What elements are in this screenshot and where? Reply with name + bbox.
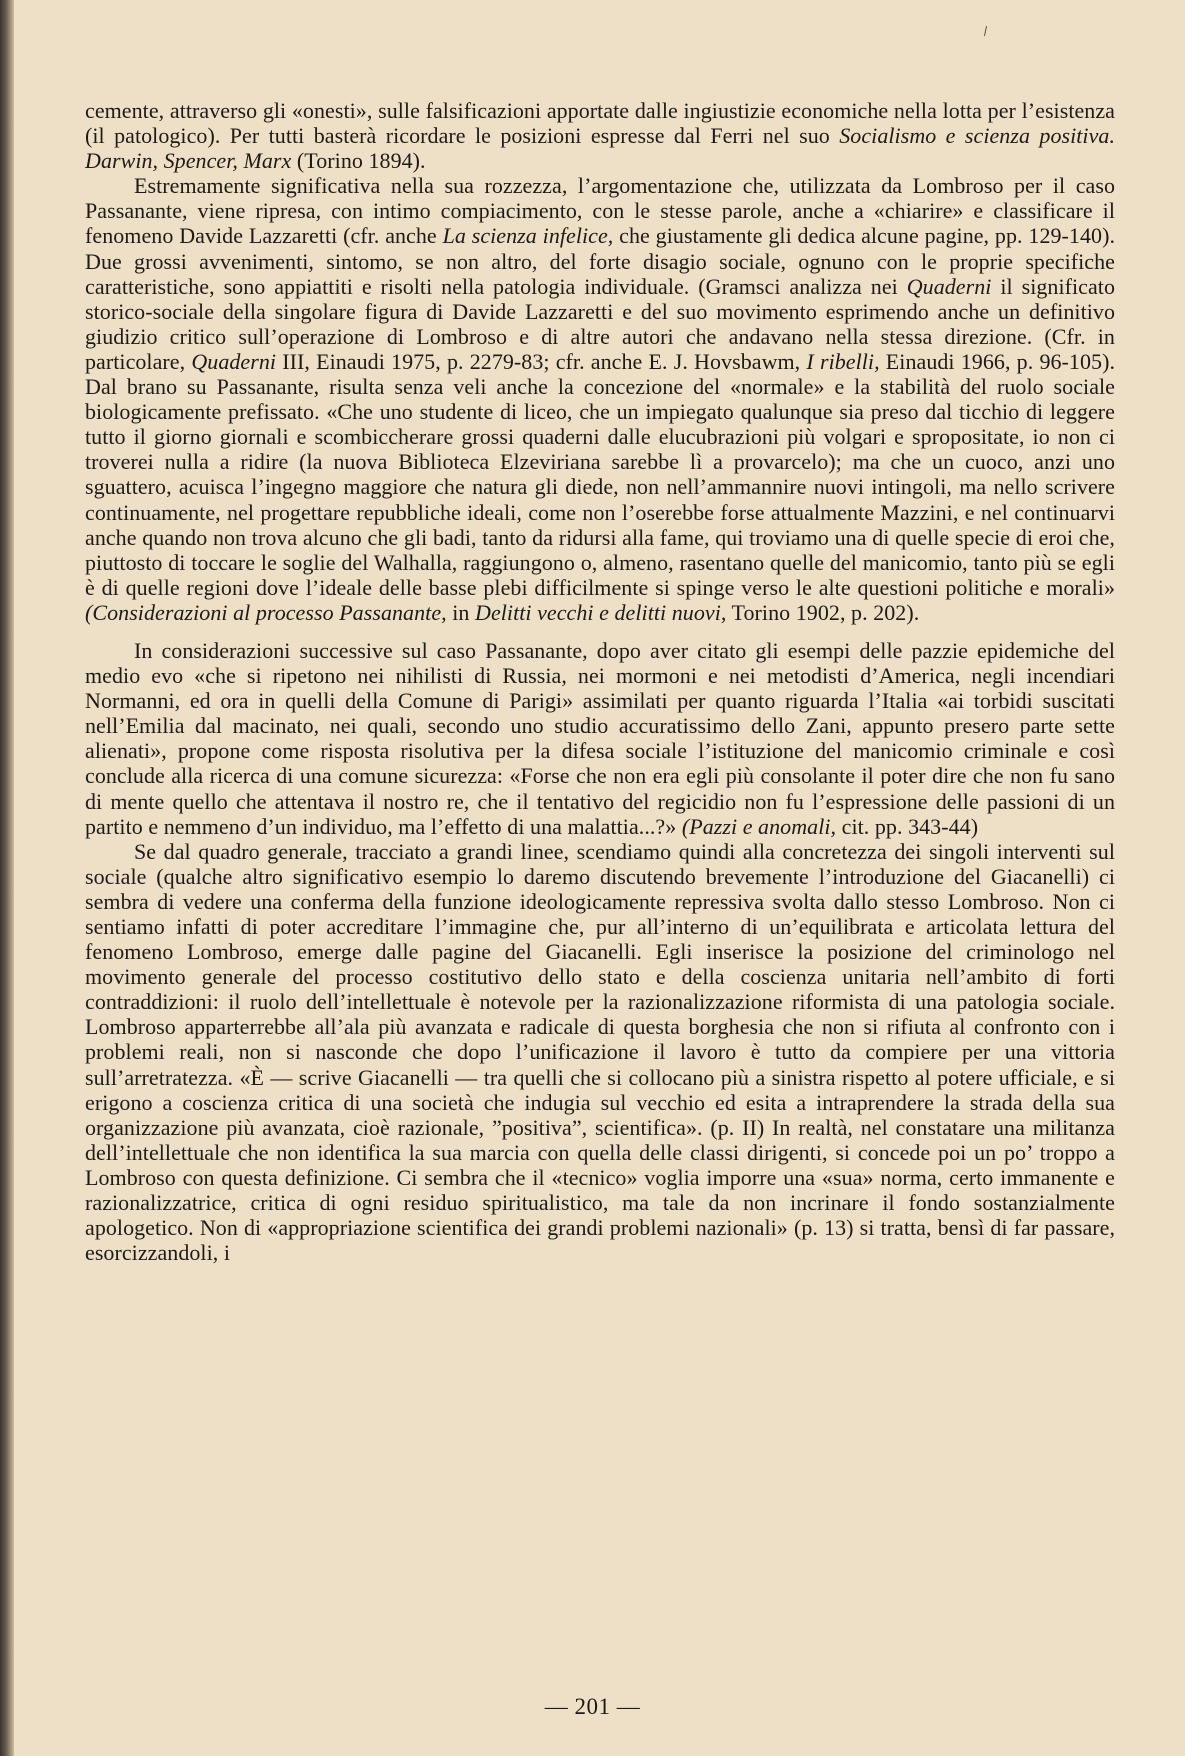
text-run: cit. pp. 343-44) — [836, 813, 979, 839]
text-body — [85, 98, 1115, 1265]
text-run: III, Einaudi 1975, p. 2279-83; cfr. anche E. J. Hovsbawm, — [276, 348, 807, 374]
paragraph — [85, 638, 1115, 839]
text-run: Einaudi 1966, p. 96-105). Dal brano su Passanante, risulta senza veli anche la concezione del «normale» e la stabilità del ruolo sociale biologicamente prefissato. «Che uno studente di liceo, che un impiegato qualunque sia preso dal ticchio di leggere tutto il giorno giornali e scombiccherare grossi quaderni dalle elucubrazioni più volgari e spropositate, io non ci troverei nulla a ridire (la nuova Biblioteca Elzeviriana sarebbe lì a provarcelo); ma che un cuoco, anzi uno sguattero, acuisca l’ingegno maggiore che natura gli diede, non nell’ammannire nuovi intingoli, ma nello scrivere continuamente, nel progettare repubbliche ideali, come non l’oserebbe forse attualmente Mazzini, e nel continuarvi anche quando non trova alcuno che gli badi, tanto da ridursi alla fame, qui troviamo una di quelle specie di eroi che, piuttosto di toccare le soglie del Walhalla, raggiungono o, almeno, rasentano quelle del manicomio, tanto più se egli è di quelle regioni dove l’ideale delle basse plebi difficilmente si spinge verso le alte questioni politiche e morali» — [85, 348, 1116, 600]
italic-citation: (Pazzi e anomali, — [681, 813, 837, 839]
italic-citation: (Considerazioni al processo Passanante, — [85, 599, 447, 625]
text-run: in — [446, 599, 475, 625]
italic-citation: Socialismo e scienza positiva. Darwin, Spencer, Marx — [85, 123, 1116, 174]
italic-citation: La scienza infelice, — [442, 223, 614, 249]
text-run: Estremamente significativa nella sua rozzezza, l’argomentazione che, utilizzata da Lombroso per il caso Passanante, viene ripresa, con intimo compiacimento, con le stesse parole, anche a «chiarire» e classificare il fenomeno Davide Lazzaretti (cfr. anche — [85, 173, 1115, 249]
page-number: — 201 — — [544, 1694, 641, 1719]
italic-citation: Delitti vecchi e delitti nuovi, — [475, 599, 727, 625]
page-left-edge — [0, 0, 14, 1756]
text-run: che giustamente gli dedica alcune pagine, pp. 129-140). Due grossi avvenimenti, sintomo, se non altro, del forte disagio sociale, ognuno con le proprie specifiche caratteristiche, sono appiattiti e risolti nella patologia individuale. (Gramsci analizza nei — [85, 223, 1115, 299]
paragraph — [85, 839, 1115, 1266]
text-run: cemente, attraverso gli «onesti», sulle falsificazioni apportate dalle ingiustizie economiche nella lotta per l’esistenza (il patologico). Per tutti basterà ricordare le posizioni espresse dal Ferri nel suo — [85, 98, 1115, 149]
italic-citation: Quaderni — [191, 348, 277, 374]
text-run: Torino 1902, p. 202). — [726, 599, 920, 625]
text-run: il significato storico-sociale della singolare figura di Davide Lazzaretti e del suo movimento esprimendo anche un definitivo giudizio critico sull’operazione di Lombroso e di altre autori che andavano nella stessa direzione. (Cfr. in particolare, — [85, 273, 1116, 374]
italic-citation: Quaderni — [906, 273, 992, 299]
text-run: Se dal quadro generale, tracciato a grandi linee, scendiamo quindi alla concretezza dei singoli interventi sul sociale (qualche altro significativo esempio lo daremo discutendo brevemente l’introduzione del Giacanelli) ci sembra di vedere una conferma della funzione ideologicamente repressiva svolta dallo stesso Lombroso. Non ci sentiamo infatti di poter accreditare l’immagine che, pur all’interno di un’equilibrata e articolata lettura del fenomeno Lombroso, emerge dalle pagine del Giacanelli. Egli inserisce la posizione del criminologo nel movimento generale del processo costitutivo dello stato e della coscienza unitaria nell’ambito di forti contraddizioni: il ruolo dell’intellettuale è notevole per la razionalizzazione riformista di una patologia sociale. Lombroso apparterrebbe all’ala più avanzata e radicale di questa borghesia che non si rifiuta al confronto con i problemi reali, non si nasconde che dopo l’unificazione il lavoro è tutto da compiere per una vittoria sull’arretratezza. «È — scrive Giacanelli — tra quelli che si collocano più a sinistra rispetto al potere ufficiale, e si erigono a coscienza critica di una società che indugia sul vecchio ed esita a intraprendere la strada della sua organizzazione più avanzata, cioè razionale, ”positiva”, scientifica». (p. II) In realtà, nel constatare una militanza dell’intellettuale che non identifica la sua marcia con quella delle classi dirigenti, si concede poi un po’ troppo a Lombroso con questa definizione. Ci sembra che il «tecnico» voglia imporre una «sua» norma, certo immanente e razionalizzatrice, critica di ogni residuo spiritualistico, ma tale da non incrinare il fondo sostanzialmente apologetico. Non di «appropriazione scientifica dei grandi problemi nazionali» (p. 13) si tratta, bensì di far passare, esorcizzandoli, i — [85, 838, 1115, 1266]
text-run: In considerazioni successive sul caso Passanante, dopo aver citato gli esempi delle pazzie epidemiche del medio evo «che si ripetono nei nihilisti di Russia, nei mormoni e nei metodisti d’America, negli incendiari Normanni, ed ora in quelli della Comune di Parigi» assimilati per quanto riguarda l’Italia «ai torbidi suscitati nell’Emilia dal macinato, nei quali, secondo uno studio accuratissimo dello Zani, appunto presero parte sette alienati», propone come risposta risolutiva per la difesa sociale l’istituzione del manicomio criminale e così conclude alla ricerca di una comune sicurezza: «Forse che non era egli più consolante il poter dire che non fu sano di mente quello che attentava il nostro re, che il tentativo del regicidio non fu l’espressione delle passioni di un partito e nemmeno d’un individuo, ma l’effetto di una malattia...?» — [85, 637, 1115, 839]
paragraph — [85, 173, 1115, 625]
paragraph — [85, 98, 1115, 173]
stray-ink-mark — [984, 26, 987, 36]
text-run: (Torino 1894). — [291, 148, 426, 174]
italic-citation: I ribelli, — [806, 348, 880, 374]
